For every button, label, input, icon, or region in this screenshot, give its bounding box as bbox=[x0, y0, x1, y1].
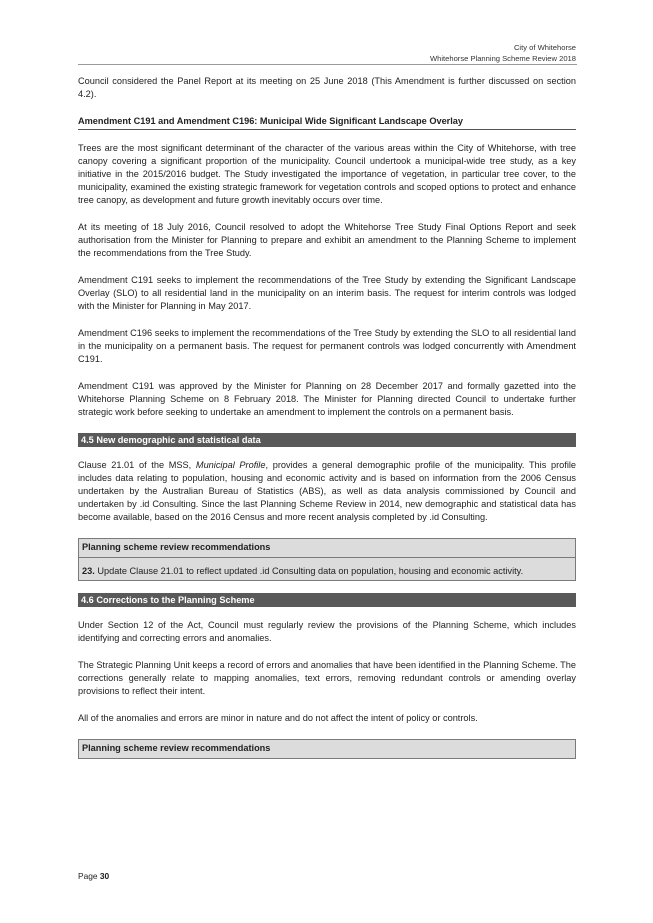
section-4-5-paragraph bbox=[78, 459, 576, 524]
page-content bbox=[78, 75, 576, 771]
recommendation-box bbox=[78, 538, 576, 581]
recommendation-text: Update Clause 21.01 to reflect updated .id Consulting data on population, housing and economic activity. bbox=[94, 566, 524, 576]
section-4-6-paragraph-3: All of the anomalies and errors are minor in nature and do not affect the intent of policy or controls. bbox=[78, 713, 478, 723]
page-footer bbox=[78, 871, 109, 881]
page-number: 30 bbox=[99, 871, 110, 881]
demographic-description-text: , provides a general demographic profile of the municipality. This profile includes data relating to population, housing and economic activity and is based on information from the 2006 Census undertaken by the Australian Bureau of Statistics (ABS), as well as data analysis commissioned by Council and undertaken by .id Consulting. Since the last Planning Scheme Review in 2014, new demographic and statistical data has become available, based on the 2016 Census and more recent analysis completed by .id Consulting. bbox=[78, 460, 577, 522]
recommendation-item bbox=[79, 558, 575, 580]
amendment-paragraph-1: Trees are the most significant determinant of the character of the various areas within the City of Whitehorse, with tree canopy covering a significant proportion of the municipality. Council undertook a municipal-wide tree study, as a key initiative in the 2015/2016 budget. The Study investigated the importance of vegetation, in particular tree cover, to the municipality, examined the existing strategic framework for vegetation controls and scoped options to protect and enhance tree canopy, as development and future growth inevitably occurs over time. bbox=[78, 143, 576, 205]
section-heading-4-5: 4.5 New demographic and statistical data bbox=[78, 433, 576, 447]
amendment-paragraph-2: At its meeting of 18 July 2016, Council resolved to adopt the Whitehorse Tree Study Final Options Report and seek authorisation from the Minister for Planning to prepare and exhibit an amendment to the Planning Scheme to implement the recommendations from the Tree Study. bbox=[78, 222, 576, 258]
amendment-paragraph-4: Amendment C196 seeks to implement the recommendations of the Tree Study by extending the SLO to all residential land in the municipality on a permanent basis. The request for permanent controls was lodged concurrently with Amendment C191. bbox=[78, 328, 576, 364]
intro-paragraph: Council considered the Panel Report at its meeting on 25 June 2018 (This Amendment is further discussed on section 4.2). bbox=[78, 76, 576, 99]
section-heading-4-6: 4.6 Corrections to the Planning Scheme bbox=[78, 593, 576, 607]
page-label: Page bbox=[78, 871, 100, 881]
header-organisation: City of Whitehorse bbox=[513, 43, 576, 52]
amendment-paragraph-5: Amendment C191 was approved by the Minister for Planning on 28 December 2017 and formally gazetted into the Whitehorse Planning Scheme on 8 February 2018. The Minister for Planning directed Council to undertake further strategic work before seeking to undertake an amendment to implement the controls on a permanent basis. bbox=[78, 381, 576, 417]
page-header bbox=[430, 42, 576, 64]
municipal-profile-title: Municipal Profile bbox=[195, 460, 266, 470]
section-4-6-paragraph-2: The Strategic Planning Unit keeps a record of errors and anomalies that have been identified in the Planning Scheme. The corrections generally relate to mapping anomalies, text errors, removing redundant controls or amending overlay provisions to reflect their intent. bbox=[78, 660, 576, 696]
header-divider bbox=[78, 64, 577, 65]
clause-reference-text: Clause 21.01 of the MSS, bbox=[78, 460, 196, 470]
amendment-heading: Amendment C191 and Amendment C196: Municipal Wide Significant Landscape Overlay bbox=[78, 115, 576, 130]
header-document-title: Whitehorse Planning Scheme Review 2018 bbox=[429, 54, 576, 63]
recommendation-box-title: Planning scheme review recommendations bbox=[79, 539, 575, 558]
amendment-paragraph-3: Amendment C191 seeks to implement the recommendations of the Tree Study by extending the Significant Landscape Overlay (SLO) to all residential land in the municipality on an interim basis. The request for interim controls was lodged with the Minister for Planning in May 2017. bbox=[78, 275, 576, 311]
recommendation-box-2 bbox=[78, 739, 576, 759]
recommendation-box-2-title: Planning scheme review recommendations bbox=[82, 743, 271, 753]
recommendation-number: 23. bbox=[82, 566, 95, 576]
section-4-6-paragraph-1: Under Section 12 of the Act, Council must regularly review the provisions of the Planning Scheme, which includes identifying and correcting errors and anomalies. bbox=[78, 620, 576, 643]
